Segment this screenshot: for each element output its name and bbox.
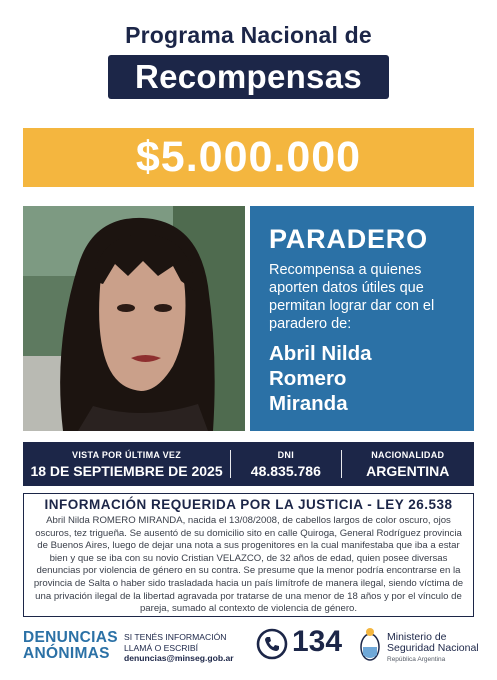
national-coat-of-arms-icon	[359, 625, 381, 665]
ministry-line-1: Ministerio de	[387, 631, 447, 643]
anonymous-reports-line-1: DENUNCIAS	[23, 629, 118, 646]
dni-label: DNI	[277, 449, 295, 460]
footer	[0, 622, 497, 672]
fact-divider	[341, 450, 342, 478]
person-name	[269, 341, 462, 416]
portrait-image	[23, 206, 245, 431]
contact-line-1: SI TENÉS INFORMACIÓN	[124, 632, 227, 642]
last-seen-value: 18 DE SEPTIEMBRE DE 2025	[30, 462, 223, 479]
fact-dni	[231, 442, 341, 486]
contact-line-2: LLAMÁ O ESCRIBÍ	[124, 642, 199, 653]
reward-amount: $5.000.000	[135, 133, 362, 181]
whereabouts-description: Recompensa a quienes aporten datos útiles que permitan lograr dar con el paradero de:	[269, 262, 435, 332]
ministry-line-2: Seguridad Nacional	[387, 642, 479, 654]
nationality-label: NACIONALIDAD	[371, 449, 445, 460]
legal-title: INFORMACIÓN REQUERIDA POR LA JUSTICIA - LEY 26.538	[44, 497, 453, 512]
ministry-name	[387, 632, 479, 665]
person-name-line-1: Abril Nilda	[269, 342, 372, 365]
fact-nationality	[342, 442, 474, 486]
dni-value: 48.835.786	[250, 462, 321, 479]
contact-info	[124, 632, 234, 664]
person-name-line-3: Miranda	[269, 392, 348, 415]
fact-last-seen	[23, 442, 230, 486]
anonymous-reports-line-2: ANÓNIMAS	[23, 645, 110, 662]
phone-icon	[256, 628, 288, 660]
whereabouts-title: PARADERO	[269, 224, 428, 254]
ministry-line-3: República Argentina	[387, 656, 446, 663]
reward-amount-band	[23, 128, 474, 187]
anonymous-reports-label	[23, 630, 118, 662]
fact-divider	[230, 450, 231, 478]
legal-description: Abril Nilda ROMERO MIRANDA, nacida el 13/08/2008, de cabellos largos de color oscuro, ojos oscuros, tez trigueña. Se ausentó de su domicilio sito en calle Quiroga, General Rodríguez provincia de Buenos Aires, luego de dejar una nota a sus progenitores en la cual manifestaba que iba a estar bien y que se iba con su novio Cristian VELAZCO, de 32 años de edad, quien posee diversas denuncias por violencia de género en su contra. Se presume que la menor podría encontrarse en la provincia de Salta o haber sido trasladada hacia un país limítrofe de manera ilegal, siendo víctima de una privación ilegal de la libertad agravada por tratarse de una menor de 18 años y por el vínculo de pareja, sumado al contexto de violencia de género.	[33, 515, 464, 615]
program-title-banner	[108, 55, 389, 99]
legal-information-box	[23, 493, 474, 617]
whereabouts-panel	[250, 206, 474, 431]
facts-band	[23, 442, 474, 486]
missing-person-photo	[23, 206, 245, 431]
person-name-line-2: Romero	[269, 367, 347, 390]
nationality-value: ARGENTINA	[366, 462, 450, 479]
program-title-recompensas: Recompensas	[134, 58, 363, 95]
contact-email-link[interactable]: denuncias@minseg.gob.ar	[124, 653, 234, 663]
phone-number[interactable]: 134	[292, 625, 343, 658]
program-title: Programa Nacional de	[125, 22, 372, 48]
last-seen-label: VISTA POR ÚLTIMA VEZ	[72, 449, 182, 460]
